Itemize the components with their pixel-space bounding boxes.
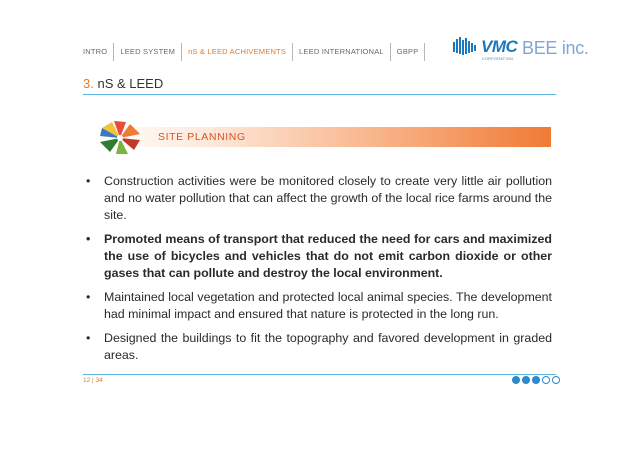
pinwheel-icon — [98, 120, 146, 156]
list-item: • Promoted means of transport that reduced the need for cars and maximized the use of bicycles and vehicles that do not emit carbon dioxide or other gases that can pollute and destroy the local environment. — [86, 231, 552, 282]
nav-item-gbpp[interactable]: GBPP — [391, 43, 426, 61]
page-number: 12 | 34 — [83, 377, 103, 384]
bullet-list — [86, 173, 552, 371]
progress-dot-empty — [542, 376, 550, 384]
nav-item-ns-leed-achivements[interactable]: nS & LEED ACHIVEMENTS — [182, 43, 293, 61]
nav-item-leed-international[interactable]: LEED INTERNATIONAL — [293, 43, 391, 61]
banner-label: SITE PLANNING — [158, 131, 246, 143]
list-item: • Maintained local vegetation and protected local animal species. The development had minimal impact and ensured that nature is protected in the long run. — [86, 289, 552, 323]
list-item: • Construction activities were be monitored closely to create very little air pollution and no water pollution that can affect the growth of the local rice farms around the site. — [86, 173, 552, 224]
progress-dot-filled — [522, 376, 530, 384]
progress-dot-empty — [552, 376, 560, 384]
footer-divider — [83, 374, 556, 375]
bee-logo: BEE inc. — [522, 38, 589, 58]
top-nav — [83, 42, 425, 62]
nav-item-intro[interactable]: INTRO — [83, 43, 114, 61]
section-number: 3. — [83, 76, 94, 91]
section-title-text: nS & LEED — [97, 76, 164, 91]
progress-dot-filled — [532, 376, 540, 384]
vmc-logo-text: VMC — [481, 37, 518, 56]
progress-dot-filled — [512, 376, 520, 384]
list-item: • Designed the buildings to fit the topography and favored development in graded areas. — [86, 330, 552, 364]
progress-dots — [512, 376, 560, 384]
nav-item-leed-system[interactable]: LEED SYSTEM — [114, 43, 182, 61]
section-title — [83, 76, 163, 91]
vmc-logo-subtext: CORPORATION — [482, 57, 514, 61]
vmc-mark-icon — [451, 36, 479, 58]
vmc-logo — [451, 36, 518, 61]
header-divider — [83, 94, 556, 95]
